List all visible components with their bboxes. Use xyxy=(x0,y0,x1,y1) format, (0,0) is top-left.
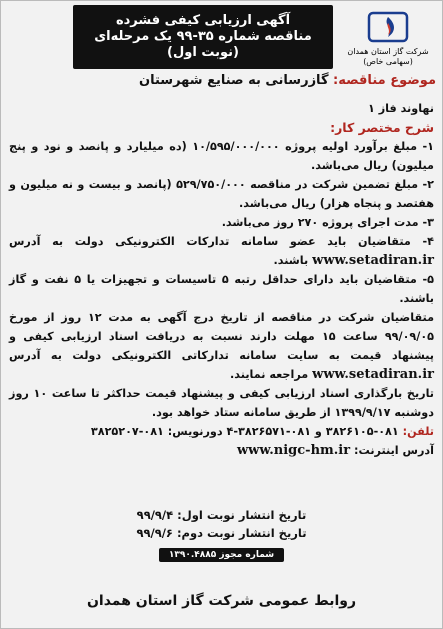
title-line-3: (نوبت اول) xyxy=(167,45,239,61)
item-membership xyxy=(9,232,434,270)
subject-text: گازرسانی به صنایع شهرستان xyxy=(139,73,329,88)
website-label: آدرس اینترنت: xyxy=(354,444,434,457)
deadline-text: متقاضیان شرکت در مناقصه از تاریخ درج آگهی به مدت ۱۲ روز از مورخ ۹۹/۰۹/۰۵ ساعت ۱۵ مهلت دارند نسبت به دریافت اسناد ارزیابی کیفی و پیشنهاد قیمت به سایت سامانه تدارکاتی الکترونیکی دولت به آدرس xyxy=(9,311,434,362)
deadline-end: مراجعه نمایند. xyxy=(230,368,309,381)
phone-label: تلفن: xyxy=(402,425,434,438)
setadiran-link-2[interactable]: www.setadiran.ir xyxy=(312,367,434,382)
item-membership-text: ۴- متقاضیان باید عضو سامانه تدارکات الکترونیکی دولت به آدرس xyxy=(9,235,434,248)
summary-title: شرح مختصر کار: xyxy=(330,120,434,135)
deadline-paragraph xyxy=(9,308,434,384)
logo-caption-1: شرکت گاز استان همدان xyxy=(347,47,429,56)
notice-body xyxy=(9,99,434,460)
phone-value: ۰۸۱-۳۸۲۶۱۰۵ و ۰۸۱-۳۸۲۶۵۷۱-۴ دورنویس: ۰۸۱-۳۸۲۵۲۰۷ xyxy=(90,425,399,438)
notice-footer xyxy=(1,506,442,562)
setadiran-link-1[interactable]: www.setadiran.ir xyxy=(312,253,434,268)
title-line-2: مناقصه شماره ۳۵-۹۹ یک مرحله‌ای xyxy=(94,28,312,44)
permit-number-badge: شماره مجوز ۱۳۹۰.۴۸۸۵ xyxy=(159,548,284,562)
upload-deadline: تاریخ بارگذاری اسناد ارزیابی کیفی و پیشنهاد قیمت حداکثر تا ساعت ۱۰ روز دوشنبه ۱۳۹۹/۹/۱۷ از طریق سامانه ستاد خواهد بود. xyxy=(9,387,434,419)
item-membership-end: باشند. xyxy=(273,254,309,267)
notice-title-box xyxy=(73,5,333,69)
phone-line xyxy=(9,422,434,441)
item-estimate: ۱- مبلغ برآورد اولیه پروژه ۱۰/۵۹۵/۰۰۰/۰۰۰ (ده میلیارد و پانصد و نود و پنج میلیون) ریال می‌باشد. xyxy=(9,140,434,172)
tender-subject xyxy=(16,73,436,88)
notice-header xyxy=(1,1,443,93)
website-line xyxy=(9,441,434,460)
publish-date-second: تاریخ انتشار نوبت دوم: ۹۹/۹/۶ xyxy=(136,526,307,540)
company-website-link[interactable]: www.nigc-hm.ir xyxy=(236,443,351,458)
flame-logo-icon xyxy=(365,7,411,47)
item-duration: ۳- مدت اجرای پروژه ۲۷۰ روز می‌باشد. xyxy=(221,216,434,229)
subject-continuation: نهاوند فاز ۱ xyxy=(367,102,434,115)
title-line-1: آگهی ارزیابی کیفی فشرده xyxy=(115,12,291,28)
publish-date-first: تاریخ انتشار نوبت اول: ۹۹/۹/۴ xyxy=(136,508,307,522)
logo-caption-2: (سهامی خاص) xyxy=(363,56,413,66)
public-relations-signature: روابط عمومی شرکت گاز استان همدان xyxy=(86,593,357,609)
item-guarantee: ۲- مبلغ تضمین شرکت در مناقصه ۵۲۹/۷۵۰/۰۰۰ (پانصد و بیست و نه میلیون و هفتصد و پنجاه هزار) ریال می‌باشد. xyxy=(9,178,434,210)
item-rank: ۵- متقاضیان باید دارای حداقل رتبه ۵ تاسیسات و تجهیزات یا ۵ نفت و گاز باشند. xyxy=(9,273,434,305)
subject-label: موضوع مناقصه: xyxy=(333,73,436,88)
